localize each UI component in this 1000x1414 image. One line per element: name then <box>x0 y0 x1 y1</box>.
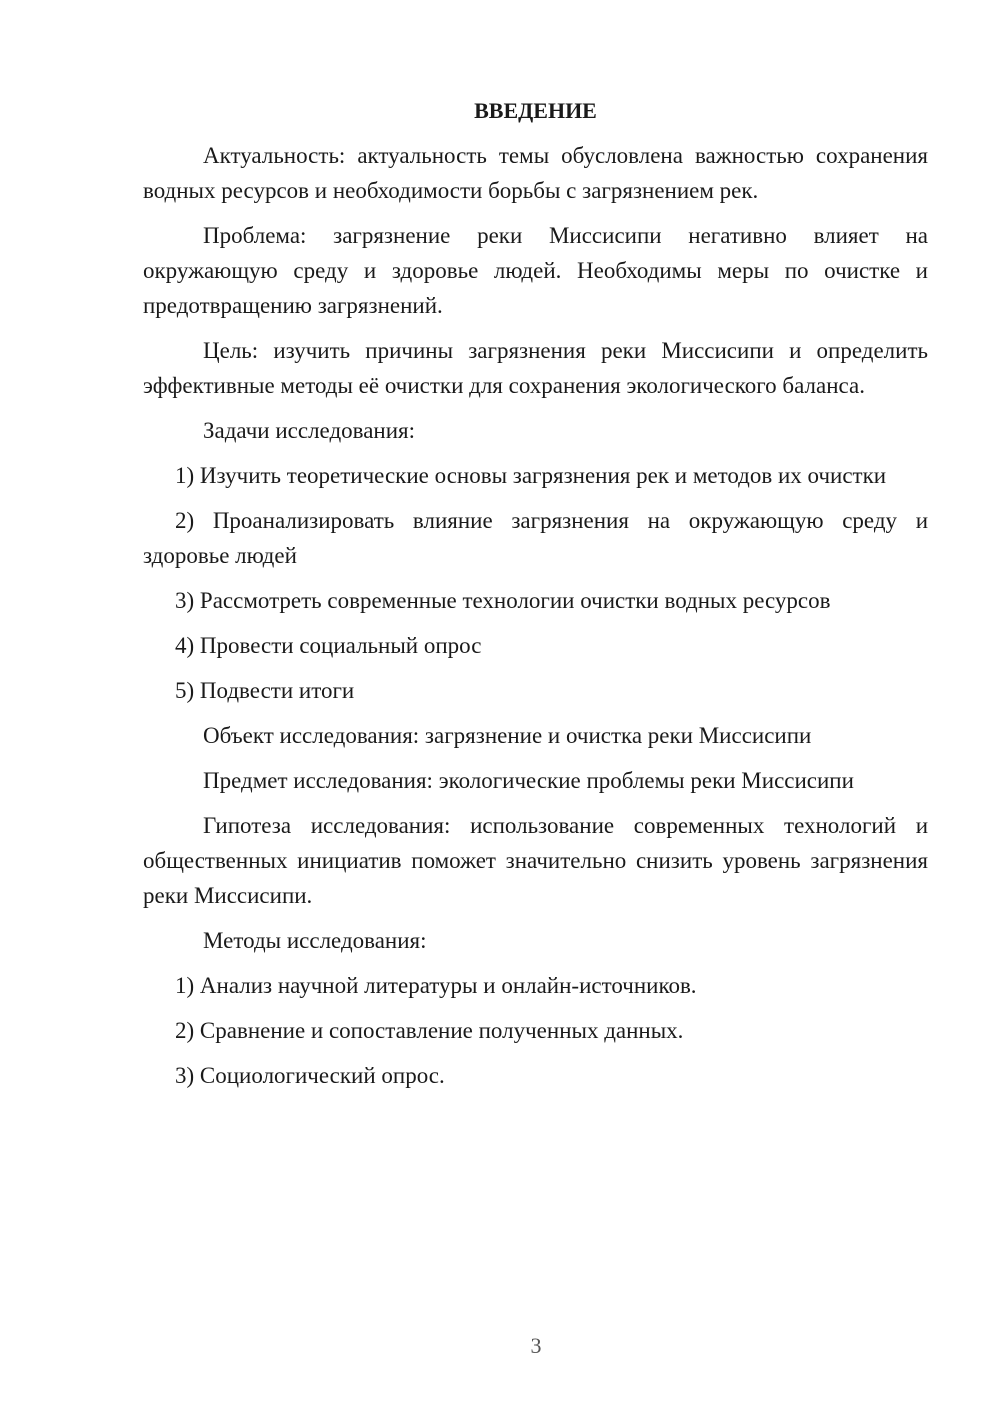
hypothesis-paragraph: Гипотеза исследования: использование современных технологий и общественных инициатив поможет значительно снизить уровень загрязнения реки Миссисипи. <box>143 813 928 908</box>
method-item: 3) Социологический опрос. <box>175 1063 445 1088</box>
goal-paragraph: Цель: изучить причины загрязнения реки Миссисипи и определить эффективные методы её очистки для сохранения экологического баланса. <box>143 338 928 398</box>
task-item: 1) Изучить теоретические основы загрязнения рек и методов их очистки <box>175 463 887 488</box>
problem-paragraph: Проблема: загрязнение реки Миссисипи негативно влияет на окружающую среду и здоровье людей. Необходимы меры по очистке и предотвращению загрязнений. <box>143 223 928 318</box>
page-number: 3 <box>530 1333 542 1358</box>
method-item: 2) Сравнение и сопоставление полученных данных. <box>175 1018 684 1043</box>
document-body <box>143 93 928 1103</box>
task-item: 5) Подвести итоги <box>175 678 355 703</box>
object-paragraph: Объект исследования: загрязнение и очистка реки Миссисипи <box>203 723 812 748</box>
task-item: 2) Проанализировать влияние загрязнения на окружающую среду и здоровье людей <box>143 508 928 568</box>
tasks-heading: Задачи исследования: <box>203 418 416 443</box>
task-item: 3) Рассмотреть современные технологии очистки водных ресурсов <box>175 588 831 613</box>
relevance-paragraph: Актуальность: актуальность темы обусловлена важностью сохранения водных ресурсов и необходимости борьбы с загрязнением рек. <box>143 143 928 203</box>
section-title: ВВЕДЕНИЕ <box>474 98 597 123</box>
method-item: 1) Анализ научной литературы и онлайн-источников. <box>175 973 697 998</box>
subject-paragraph: Предмет исследования: экологические проблемы реки Миссисипи <box>203 768 854 793</box>
task-item: 4) Провести социальный опрос <box>175 633 482 658</box>
methods-heading: Методы исследования: <box>203 928 427 953</box>
